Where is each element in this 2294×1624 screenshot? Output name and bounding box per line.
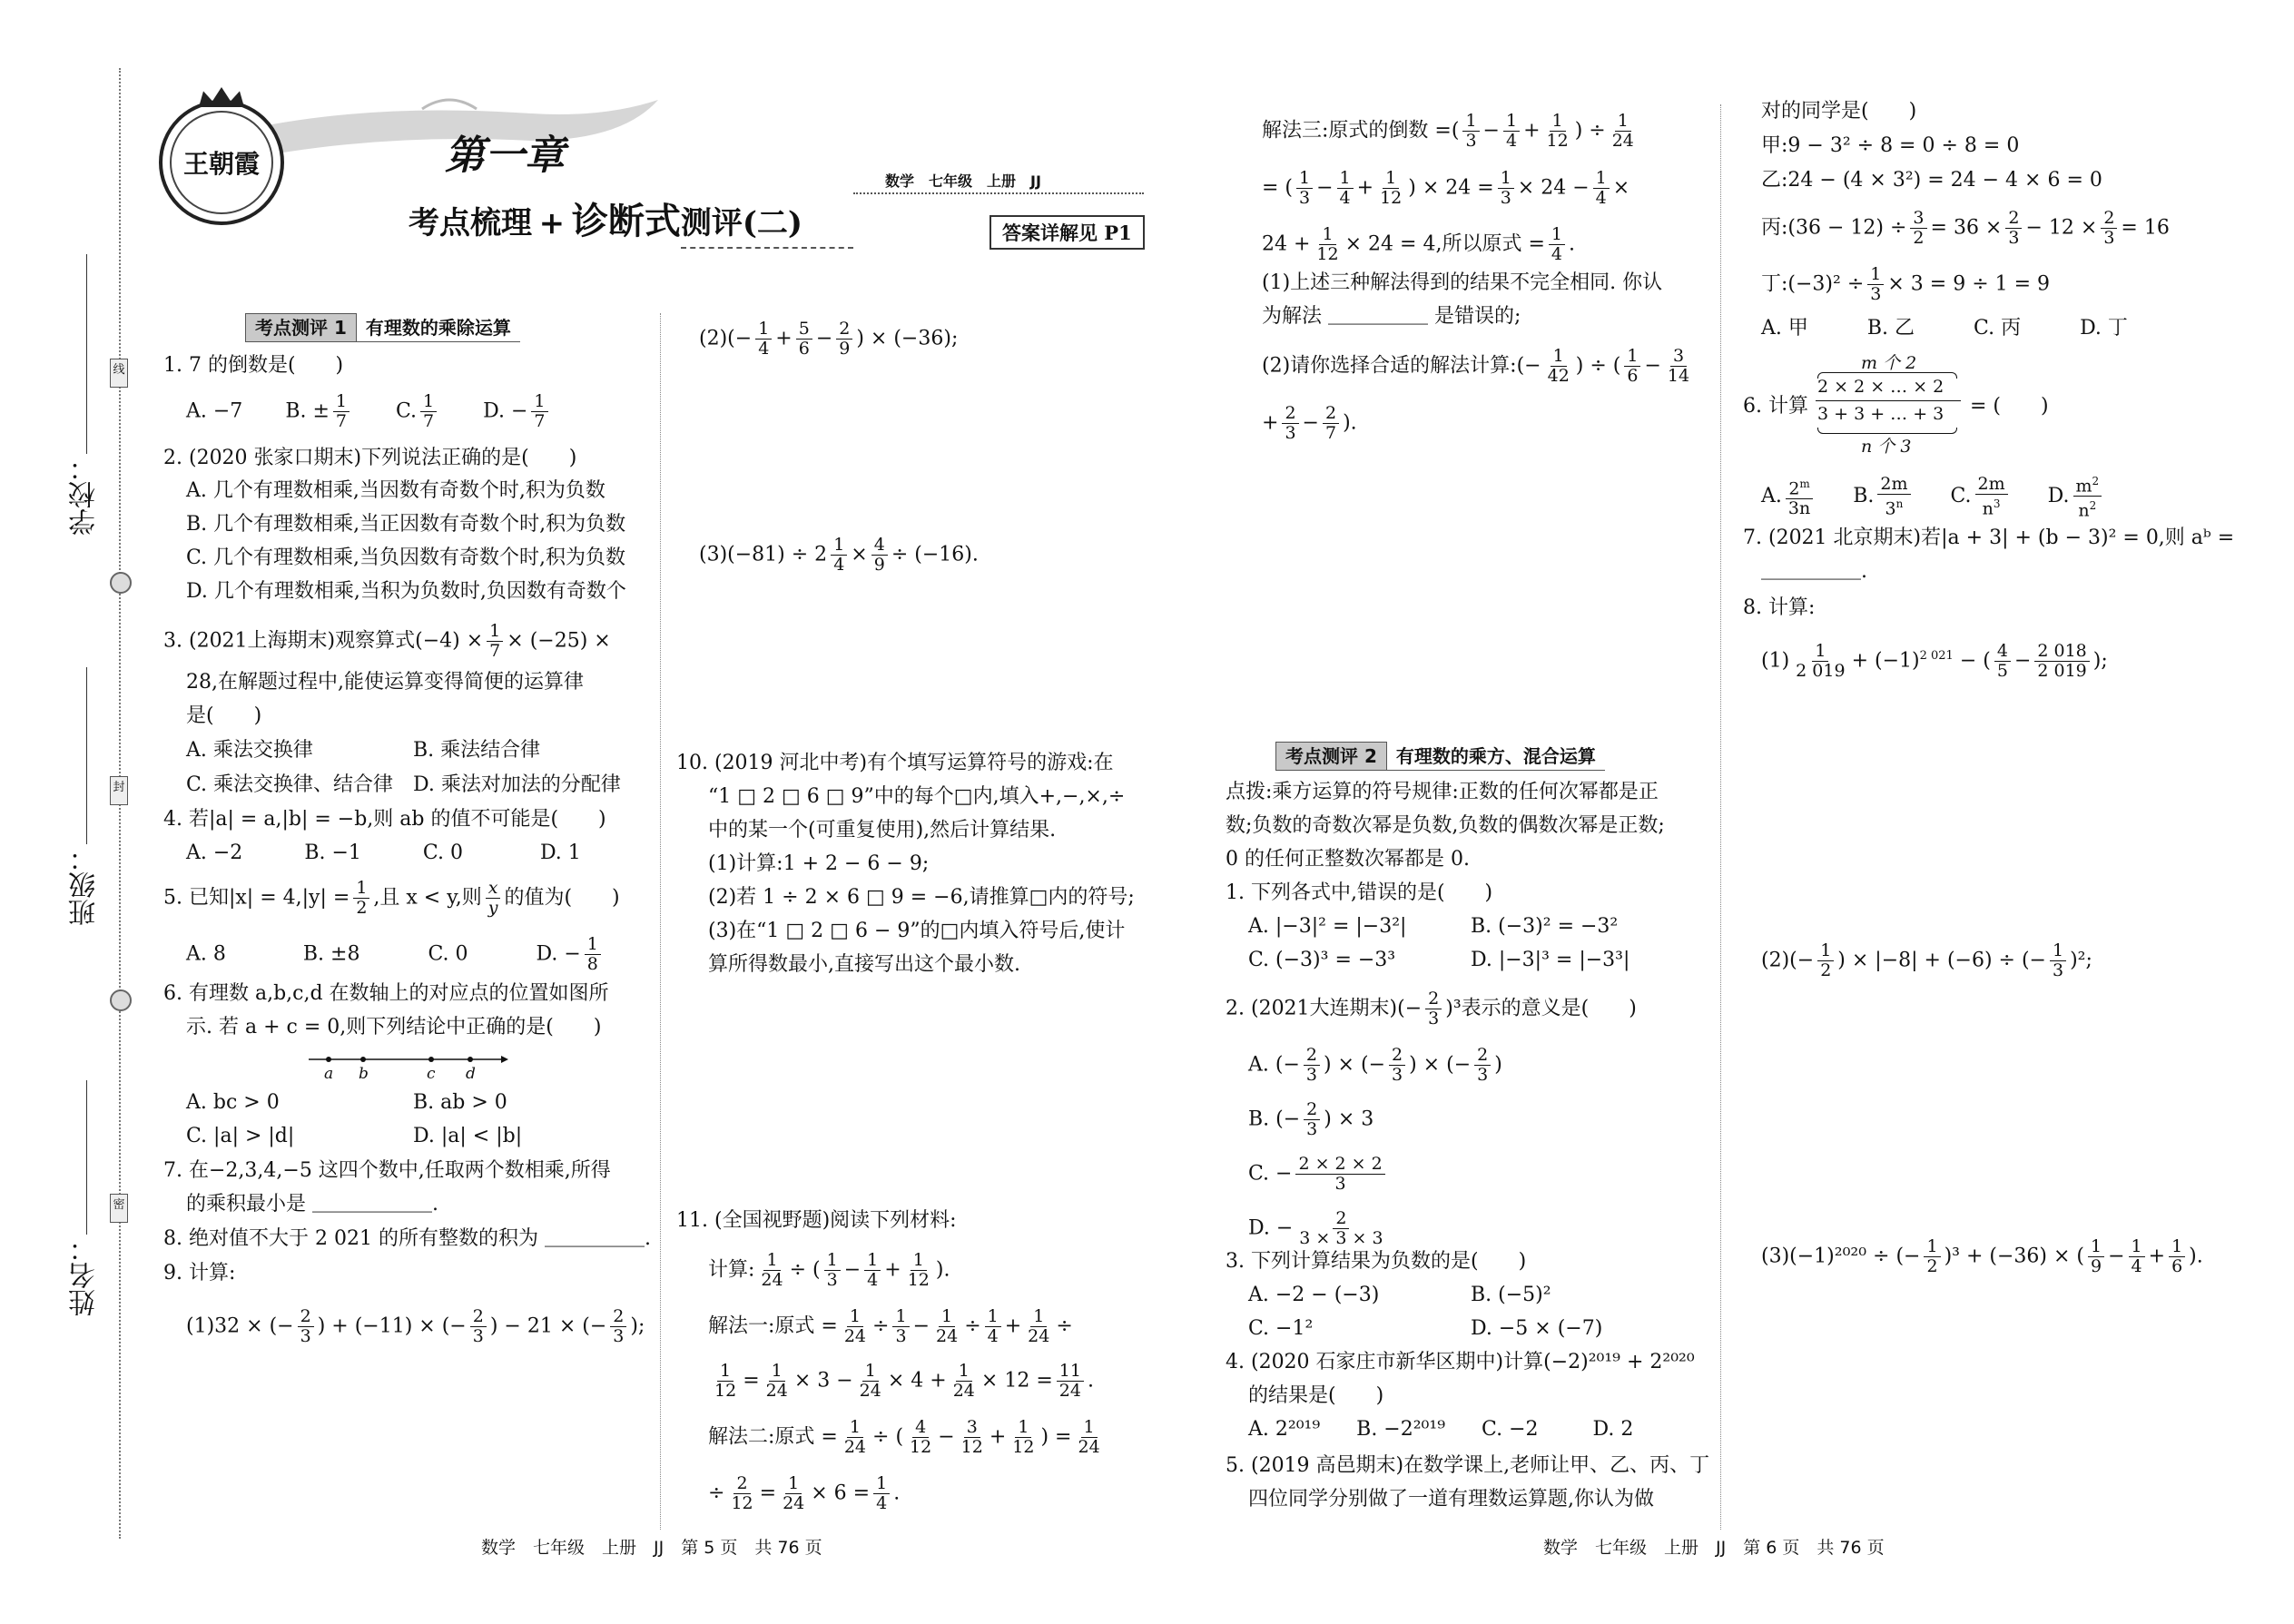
footer-left: 数学 七年级 上册 JJ 第 5 页 共 76 页 [481,1538,822,1558]
s5-ding: 丁:(−3)² ÷ $\frac{1}{3}$ × 3 = 9 ÷ 1 = 9 [1761,264,2051,304]
option[interactable]: D. − [483,399,528,423]
s2-stem: 2. (2021大连期末)(− $\frac{2}{3}$ )³表示的意义是( ) [1226,989,1637,1029]
q3-stem-cont: 是( ) [186,704,262,727]
s8-part2: (2)(− $\frac{1}{2}$ ) × |−8| + (−6) ÷ (− $\frac{1}{3}$ )²; [1761,940,2092,980]
s6-denominator: 3 + 3 + … + 3 [1817,404,1944,424]
s5-stem-end: 对的同学是( ) [1761,100,1917,123]
q3-stem: 3. (2021上海期末)观察算式(−4) × $\frac{1}{7}$ × (−25) × [163,621,611,661]
q11-stem: 11. (全国视野题)阅读下列材料: [676,1209,957,1232]
q10-part1: (1)计算:1 + 2 − 6 − 9; [708,852,930,875]
binding-hole-icon [110,989,132,1011]
s3-option-b[interactable]: B. (−5)² [1471,1284,1551,1306]
q10-stem-cont: 中的某一个(可重复使用),然后计算结果. [708,819,1057,842]
q11-method2: 解法二:原式 = $\frac{1}{24}$ ÷ ( $\frac{4}{12}$ − $\frac{3}{12}$ + $\frac{1}{12}$ ) = $\frac{1}{24}$ [708,1417,1100,1457]
logo-text: 王朝霞 [182,149,260,179]
numline-label-d: d [466,1065,476,1083]
q11-method1-cont: $\frac{1}{12}$ = $\frac{1}{24}$ × 3 − $\frac{1}{24}$ × 4 + $\frac{1}{24}$ × 12 = $\frac{11}{24}$ . [714,1361,1094,1401]
name-label: 姓名： [69,1235,101,1316]
q2-option-c[interactable]: C. 几个有理数相乘,当负因数有奇数个时,积为负数 [186,546,626,569]
q4-stem: 4. 若|a| = a,|b| = −b,则 ab 的值不可能是( ) [163,808,606,831]
q11-part1: (1)上述三种解法得到的结果不完全相同. 你认 [1262,271,1663,294]
seal-line-marker: 线 [110,359,128,388]
q11-part2-cont: + $\frac{2}{3}$ − $\frac{2}{7}$ ). [1262,403,1357,443]
s1-option-a[interactable]: A. |−3|² = |−3²| [1248,915,1407,938]
numline-label-c: c [427,1065,436,1083]
number-line [309,1048,508,1089]
s4-options: A. 2²⁰¹⁹ B. −2²⁰¹⁹ C. −2 D. 2 [1248,1418,1634,1441]
q6-stem-cont: 示. 若 a + c = 0,则下列结论中正确的是( ) [186,1016,602,1038]
option[interactable]: A. −7 [186,399,243,423]
q6-option-a[interactable]: A. bc > 0 [186,1091,280,1114]
q6-option-c[interactable]: C. |a| > |d| [186,1125,295,1147]
s3-option-d[interactable]: D. −5 × (−7) [1471,1317,1603,1340]
footer-right: 数学 七年级 上册 JJ 第 6 页 共 76 页 [1543,1538,1885,1558]
s2-option-a[interactable]: A. (− $\frac{2}{3}$ ) × (− $\frac{2}{3}$ ) × (− $\frac{2}{3}$ ) [1248,1045,1502,1085]
q10-stem: 10. (2019 河北中考)有个填写运算符号的游戏:在 [676,752,1114,774]
school-label: 学校： [69,454,101,536]
q10-part3: (3)在“1 □ 2 □ 6 − 9”的□内填入符号后,使计 [708,920,1126,942]
s5-yi: 乙:24 − (4 × 3²) = 24 − 4 × 6 = 0 [1761,169,2102,192]
title-part3: 测评(二) [680,205,803,241]
section-tag-key: 考点测评 1 [245,313,357,342]
s8-part1: (1) $\frac{1}{2 019}$ + $(-1)^{2 021}$ − ( $\frac{4}{5}$ − $\frac{2 018}{2 019}$ ); [1761,641,2108,681]
q1-stem: 1. 7 的倒数是( ) [163,354,344,377]
title-plus: + [538,205,566,241]
numline-label-a: a [324,1065,334,1083]
q9-part1: (1)32 × (− $\frac{2}{3}$ ) + (−11) × (− $\frac{2}{3}$ ) − 21 × (− $\frac{2}{3}$ ); [186,1306,645,1346]
tip: 点拨:乘方运算的符号规律:正数的任何次幂都是正 [1226,781,1659,803]
s7-answer-blank[interactable]: ＿＿＿＿＿. [1761,560,1867,583]
q7-stem-cont[interactable]: 的乘积最小是 ＿＿＿＿＿＿. [186,1193,438,1216]
s4-stem: 4. (2020 石家庄市新华区期中)计算(−2)²⁰¹⁹ + 2²⁰²⁰ [1226,1351,1695,1373]
tip-cont: 数;负数的奇数次幂是负数,负数的偶数次幂是正数; [1226,814,1665,837]
q9-stem: 9. 计算: [163,1262,236,1284]
seal-marker-bot: 密 [110,1194,128,1223]
s6-top-label: m 个 2 [1861,353,1917,373]
s3-option-a[interactable]: A. −2 − (−3) [1248,1284,1380,1306]
q8-stem[interactable]: 8. 绝对值不大于 2 021 的所有整数的积为 ＿＿＿＿＿. [163,1227,651,1250]
q11-method2-cont: ÷ $\frac{2}{12}$ = $\frac{1}{24}$ × 6 = $\frac{1}{4}$ . [708,1473,901,1513]
school-field[interactable] [86,254,87,454]
q4-options: A. −2 B. −1 C. 0 D. 1 [186,842,581,864]
s6-numerator: 2 × 2 × … × 2 [1817,377,1944,397]
logo-seal [159,100,284,225]
q11-method1: 解法一:原式 = $\frac{1}{24}$ ÷ $\frac{1}{3}$ − $\frac{1}{24}$ ÷ $\frac{1}{4}$ + $\frac{1}{24}$ ÷ [708,1306,1073,1346]
q3-option-d[interactable]: D. 乘法对加法的分配律 [413,773,621,796]
q5-options: A. 8 B. ±8 C. 0 D. − $\frac{1}{8}$ [186,935,605,974]
s1-option-b[interactable]: B. (−3)² = −3² [1471,915,1619,938]
q5-stem: 5. 已知|x| = 4,|y| = $\frac{1}{2}$ ,且 x < y,则 $\frac{x}{y}$ 的值为( ) [163,878,620,918]
s6-options[interactable]: A. $\frac{2^m}{3n}$ B. $\frac{2m}{3^n}$ C. $\frac{2m}{n^3}$ D. $\frac{m^2}{n^2}$ [1761,472,2105,521]
header-dashed-line [681,247,853,249]
header-dotted-line [853,192,1144,194]
q11-method3: 解法三:原式的倒数 =( $\frac{1}{3}$ − $\frac{1}{4}$ + $\frac{1}{12}$ ) ÷ $\frac{1}{24}$ [1262,111,1634,151]
q3-option-a[interactable]: A. 乘法交换律 [186,739,313,762]
column-divider [1720,104,1721,1530]
s8-part3: (3)(−1)²⁰²⁰ ÷ (− $\frac{1}{2}$ )³ + (−36) × ( $\frac{1}{9}$ − $\frac{1}{4}$ + $\frac{1}{6}$ ). [1761,1236,2203,1276]
q7-stem: 7. 在−2,3,4,−5 这四个数中,任取两个数相乘,所得 [163,1159,611,1182]
s8-stem: 8. 计算: [1743,596,1816,619]
s6-bottom-label: n 个 3 [1861,437,1912,457]
name-field[interactable] [86,1080,87,1235]
seal-marker-mid: 封 [110,776,128,805]
page-title [409,192,802,244]
section-tag-key: 考点测评 2 [1275,742,1387,771]
title-part2: 诊断式 [571,200,681,242]
tip-cont: 0 的任何正整数次幂都是 0. [1226,848,1470,871]
s5-jia: 甲:9 − 3² ÷ 8 = 0 ÷ 8 = 0 [1761,134,2020,157]
class-field[interactable] [86,667,87,844]
binding-hole-icon [110,572,132,594]
chapter-title: 第一章 [445,133,565,179]
q11-calc: 计算: $\frac{1}{24}$ ÷ ( $\frac{1}{3}$ − $\frac{1}{4}$ + $\frac{1}{12}$ ). [708,1250,950,1290]
option[interactable]: C. [396,399,418,423]
section-tag-1 [245,314,520,341]
q11-method3-cont: = ( $\frac{1}{3}$ − $\frac{1}{4}$ + $\frac{1}{12}$ ) × 24 = $\frac{1}{3}$ × 24 − $\frac{1}{4}$ × [1262,168,1630,208]
q11-part1-cont[interactable]: 为解法 ＿＿＿＿＿ 是错误的; [1262,305,1521,328]
s2-option-d[interactable]: D. − $\frac{2}{3 \times 3 \times 3}$ [1248,1208,1383,1248]
s4-stem-cont: 的结果是( ) [1248,1384,1384,1407]
s5-stem-cont: 四位同学分别做了一道有理数运算题,你认为做 [1248,1488,1654,1511]
s7-stem: 7. (2021 北京期末)若|a + 3| + (b − 3)² = 0,则 aᵇ = [1743,527,2235,549]
title-part1: 考点梳理 [409,205,532,241]
section-tag-title: 有理数的乘方、混合运算 [1387,743,1605,771]
section-tag-title: 有理数的乘除运算 [357,314,520,342]
q2-option-b[interactable]: B. 几个有理数相乘,当正因数有奇数个时,积为负数 [186,513,626,536]
q11-method3-end: 24 + $\frac{1}{12}$ × 24 = 4,所以原式 = $\frac{1}{4}$ . [1262,224,1575,264]
answer-ref-box: 答案详解见 P1 [989,215,1145,250]
column-divider [660,313,661,1530]
section-tag-2 [1275,743,1605,770]
s1-option-c[interactable]: C. (−3)³ = −3³ [1248,949,1396,971]
s2-option-c[interactable]: C. − $\frac{2 \times 2 \times 2}{3}$ [1248,1155,1389,1194]
q2-option-a[interactable]: A. 几个有理数相乘,当因数有奇数个时,积为负数 [186,479,605,502]
q9-part2: (2)(− $\frac{1}{4}$ + $\frac{5}{6}$ − $\frac{2}{9}$ ) × (−36); [699,319,959,359]
s5-options: A. 甲 B. 乙 C. 丙 D. 丁 [1761,317,2128,340]
option[interactable]: B. ± [285,399,330,423]
q10-part3-cont: 算所得数最小,直接写出这个最小数. [708,953,1020,976]
q2-option-d[interactable]: D. 几个有理数相乘,当积为负数时,负因数有奇数个 [186,580,626,603]
s3-option-c[interactable]: C. −1² [1248,1317,1314,1340]
numline-label-b: b [359,1065,369,1083]
q11-part2: (2)请你选择合适的解法计算:(− $\frac{1}{42}$ ) ÷ ( $\frac{1}{6}$ − $\frac{3}{14}$ [1262,346,1690,386]
q10-part2: (2)若 1 ÷ 2 × 6 □ 9 = −6,请推算□内的符号; [708,886,1135,909]
q3-option-c[interactable]: C. 乘法交换律、结合律 [186,773,394,796]
q3-option-b[interactable]: B. 乘法结合律 [413,739,541,762]
q6-option-d[interactable]: D. |a| < |b| [413,1125,523,1147]
s6-stem: 6. 计算 m 个 2 2 × 2 × … × 2 3 + 3 + … + 3 n 个 3 = ( ) [1743,349,2161,458]
q9-part3: (3)(−81) ÷ 2 $\frac{1}{4}$ × $\frac{4}{9}$ ÷ (−16). [699,535,979,575]
q6-option-b[interactable]: B. ab > 0 [413,1091,507,1114]
q2-stem: 2. (2020 张家口期末)下列说法正确的是( ) [163,447,577,469]
q6-stem: 6. 有理数 a,b,c,d 在数轴上的对应点的位置如图所 [163,982,609,1005]
class-label: 班级： [69,844,101,926]
q1-options: A. −7 B. ± $\frac{1}{7}$ C. $\frac{1}{7}$ D. − $\frac{1}{7}$ [186,392,552,431]
s2-option-b[interactable]: B. (− $\frac{2}{3}$ ) × 3 [1248,1099,1374,1139]
s5-bing: 丙:(36 − 12) ÷ $\frac{3}{2}$ = 36 × $\frac{2}{3}$ − 12 × $\frac{2}{3}$ = 16 [1761,208,2170,248]
s1-option-d[interactable]: D. |−3|³ = |−3³| [1471,949,1630,971]
q3-stem-cont: 28,在解题过程中,能使运算变得简便的运算律 [186,671,584,694]
q10-stem-cont: “1 □ 2 □ 6 □ 9”中的每个□内,填入+,−,×,÷ [708,785,1126,808]
s1-stem: 1. 下列各式中,错误的是( ) [1226,881,1493,904]
s5-stem: 5. (2019 高邑期末)在数学课上,老师让甲、乙、丙、丁 [1226,1454,1710,1477]
s3-stem: 3. 下列计算结果为负数的是( ) [1226,1250,1527,1273]
subject-badge: 数学 七年级 上册 JJ [885,172,1041,190]
